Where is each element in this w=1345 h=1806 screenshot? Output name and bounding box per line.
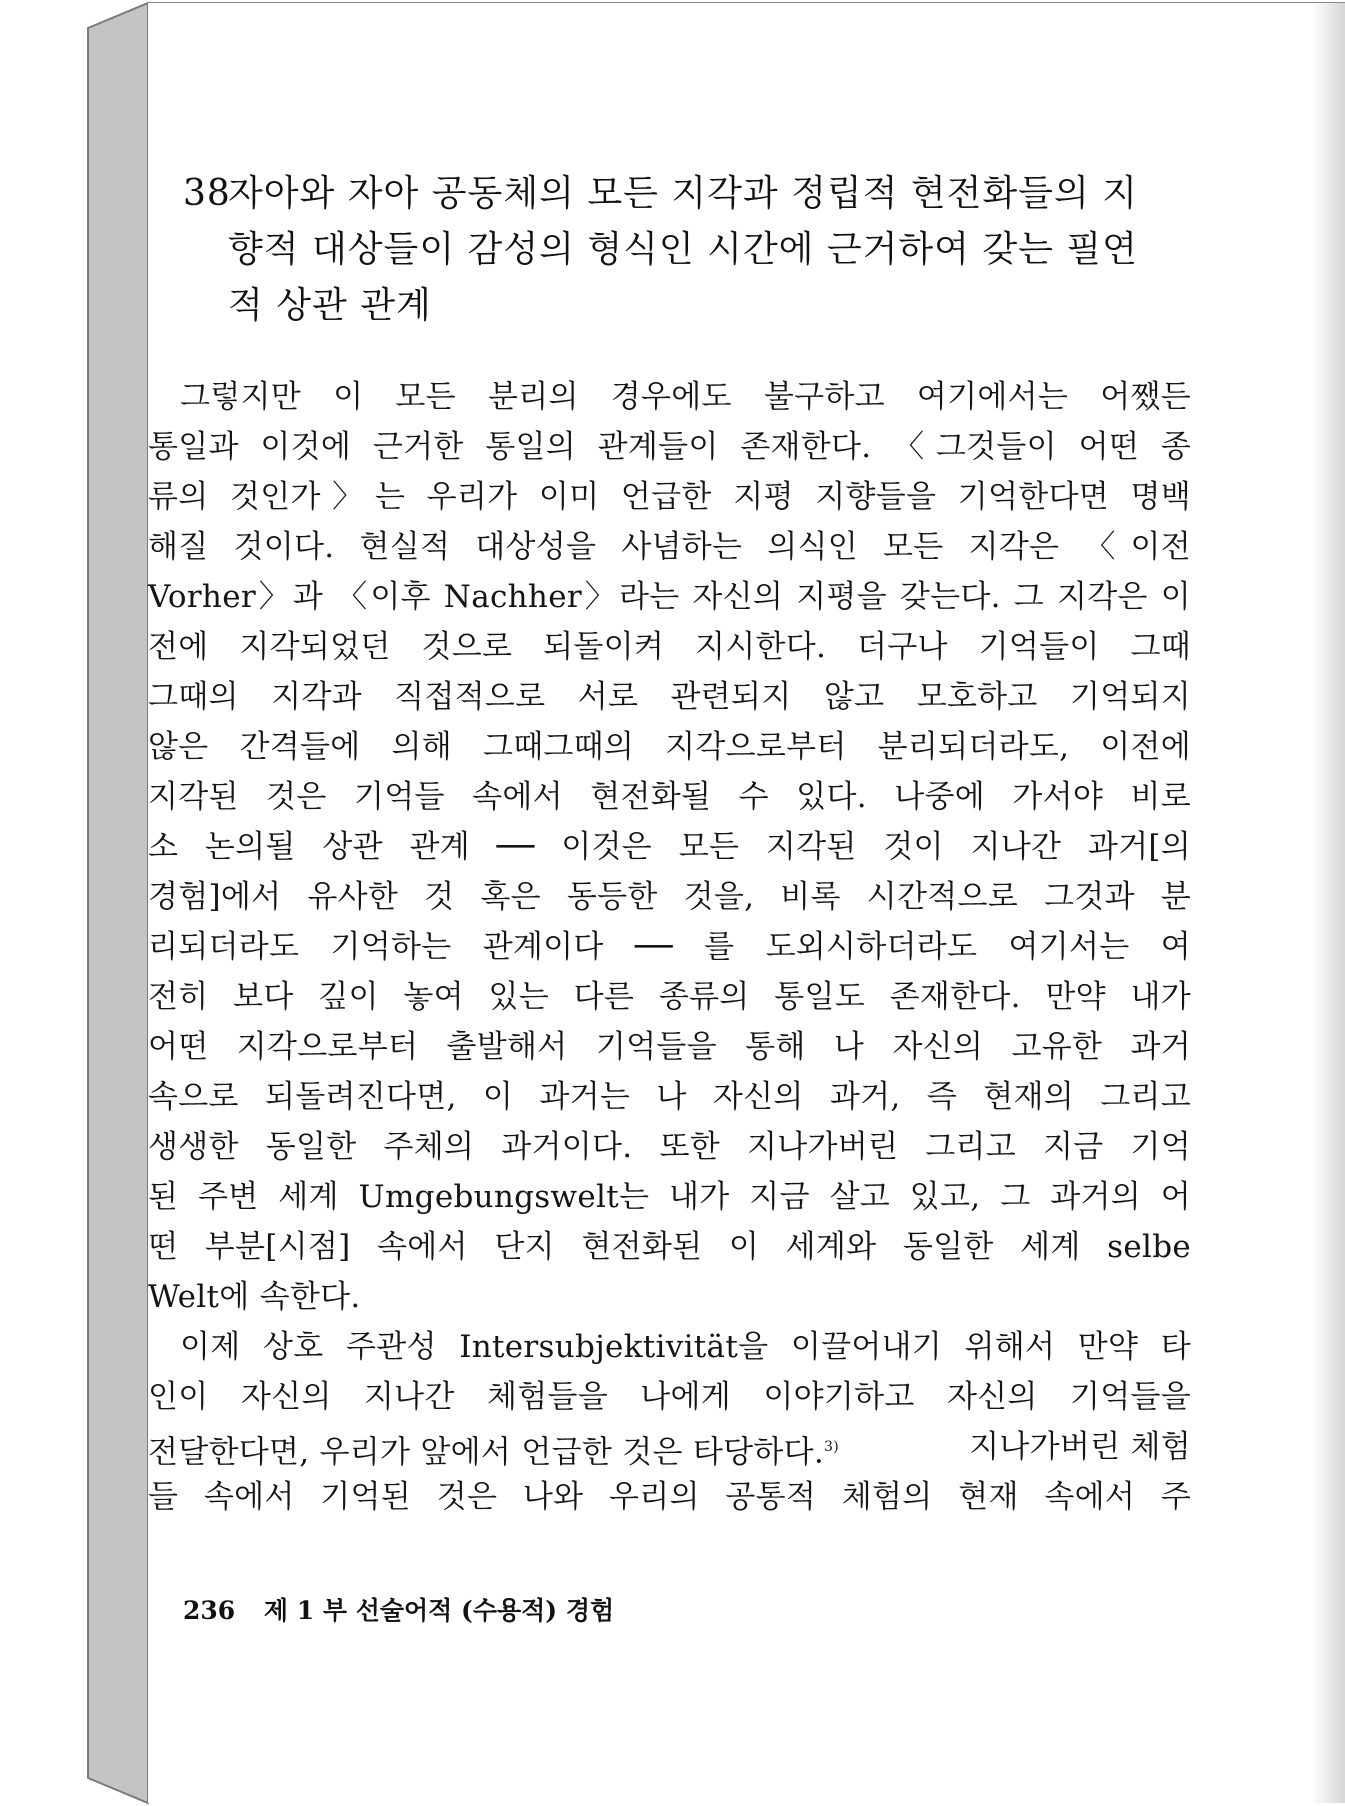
text-line: 전히 보다 깊이 놓여 있는 다른 종류의 통일도 존재한다. 만약 내가: [148, 979, 1191, 1015]
text-line: 그렇지만 이 모든 분리의 경우에도 불구하고 여기에서는 어쨌든: [180, 379, 1191, 415]
text-line: 해질 것이다. 현실적 대상성을 사념하는 의식인 모든 지각은 〈이전: [148, 529, 1191, 565]
text-segment: [148, 1422, 839, 1472]
section-heading-line: 향적 대상들이 감성의 형식인 시간에 근거하여 갖는 필연: [228, 229, 1138, 270]
text-line: 소 논의될 상관 관계 ── 이것은 모든 지각된 것이 지나간 과거[의: [148, 829, 1191, 865]
text-line: 류의 것인가〉는 우리가 이미 언급한 지평 지향들을 기억한다면 명백: [148, 479, 1191, 515]
text-line: 전달한다면, 우리가 앞에서 언급한 것은 타당하다.: [148, 1434, 824, 1471]
text-segment: 지나가버린 체험: [969, 1429, 1191, 1465]
page-footer: [183, 1591, 614, 1627]
section-heading-line: 적 상관 관계: [228, 285, 432, 326]
text-line: 이제 상호 주관성 Intersubjektivität을 이끌어내기 위해서 만약 타: [180, 1329, 1191, 1365]
text-line: 않은 간격들에 의해 그때그때의 지각으로부터 분리되더라도, 이전에: [148, 729, 1191, 765]
text-line: Welt에 속한다.: [148, 1279, 361, 1315]
text-line: 인이 자신의 지나간 체험들을 나에게 이야기하고 자신의 기억들을: [148, 1379, 1191, 1415]
text-line: Vorher〉과 〈이후 Nachher〉라는 자신의 지평을 갖는다. 그 지각은 이: [148, 579, 1191, 615]
text-line: 들 속에서 기억된 것은 나와 우리의 공통적 체험의 현재 속에서 주: [148, 1479, 1191, 1515]
running-title: 제 1 부 선술어적 (수용적) 경험: [263, 1596, 615, 1625]
text-line: 어떤 지각으로부터 출발해서 기억들을 통해 나 자신의 고유한 과거: [148, 1029, 1191, 1065]
footnote-marker[interactable]: 3): [824, 1439, 839, 1455]
text-line: 된 주변 세계 Umgebungswelt는 내가 지금 살고 있고, 그 과거의 어: [148, 1179, 1191, 1215]
text-line: 경험]에서 유사한 것 혹은 동등한 것을, 비록 시간적으로 그것과 분: [148, 879, 1191, 915]
section-heading-line: 자아와 자아 공동체의 모든 지각과 정립적 현전화들의 지: [228, 173, 1138, 214]
text-line-with-footnote: [148, 1422, 1191, 1472]
section-number: 38: [183, 173, 231, 214]
text-line: 그때의 지각과 직접적으로 서로 관련되지 않고 모호하고 기억되지: [148, 679, 1191, 715]
text-line: 통일과 이것에 근거한 통일의 관계들이 존재한다. 〈그것들이 어떤 종: [148, 429, 1191, 465]
text-line: 속으로 되돌려진다면, 이 과거는 나 자신의 과거, 즉 현재의 그리고: [148, 1079, 1191, 1115]
text-line: 지각된 것은 기억들 속에서 현전화될 수 있다. 나중에 가서야 비로: [148, 779, 1191, 815]
text-line: 생생한 동일한 주체의 과거이다. 또한 지나가버린 그리고 지금 기억: [148, 1129, 1191, 1165]
page-number: 236: [183, 1596, 236, 1625]
text-line: 떤 부분[시점] 속에서 단지 현전화된 이 세계와 동일한 세계 selbe: [148, 1229, 1191, 1265]
text-line: 전에 지각되었던 것으로 되돌이켜 지시한다. 더구나 기억들이 그때: [148, 629, 1191, 665]
text-line: 리되더라도 기억하는 관계이다 ── 를 도외시하더라도 여기서는 여: [148, 929, 1191, 965]
